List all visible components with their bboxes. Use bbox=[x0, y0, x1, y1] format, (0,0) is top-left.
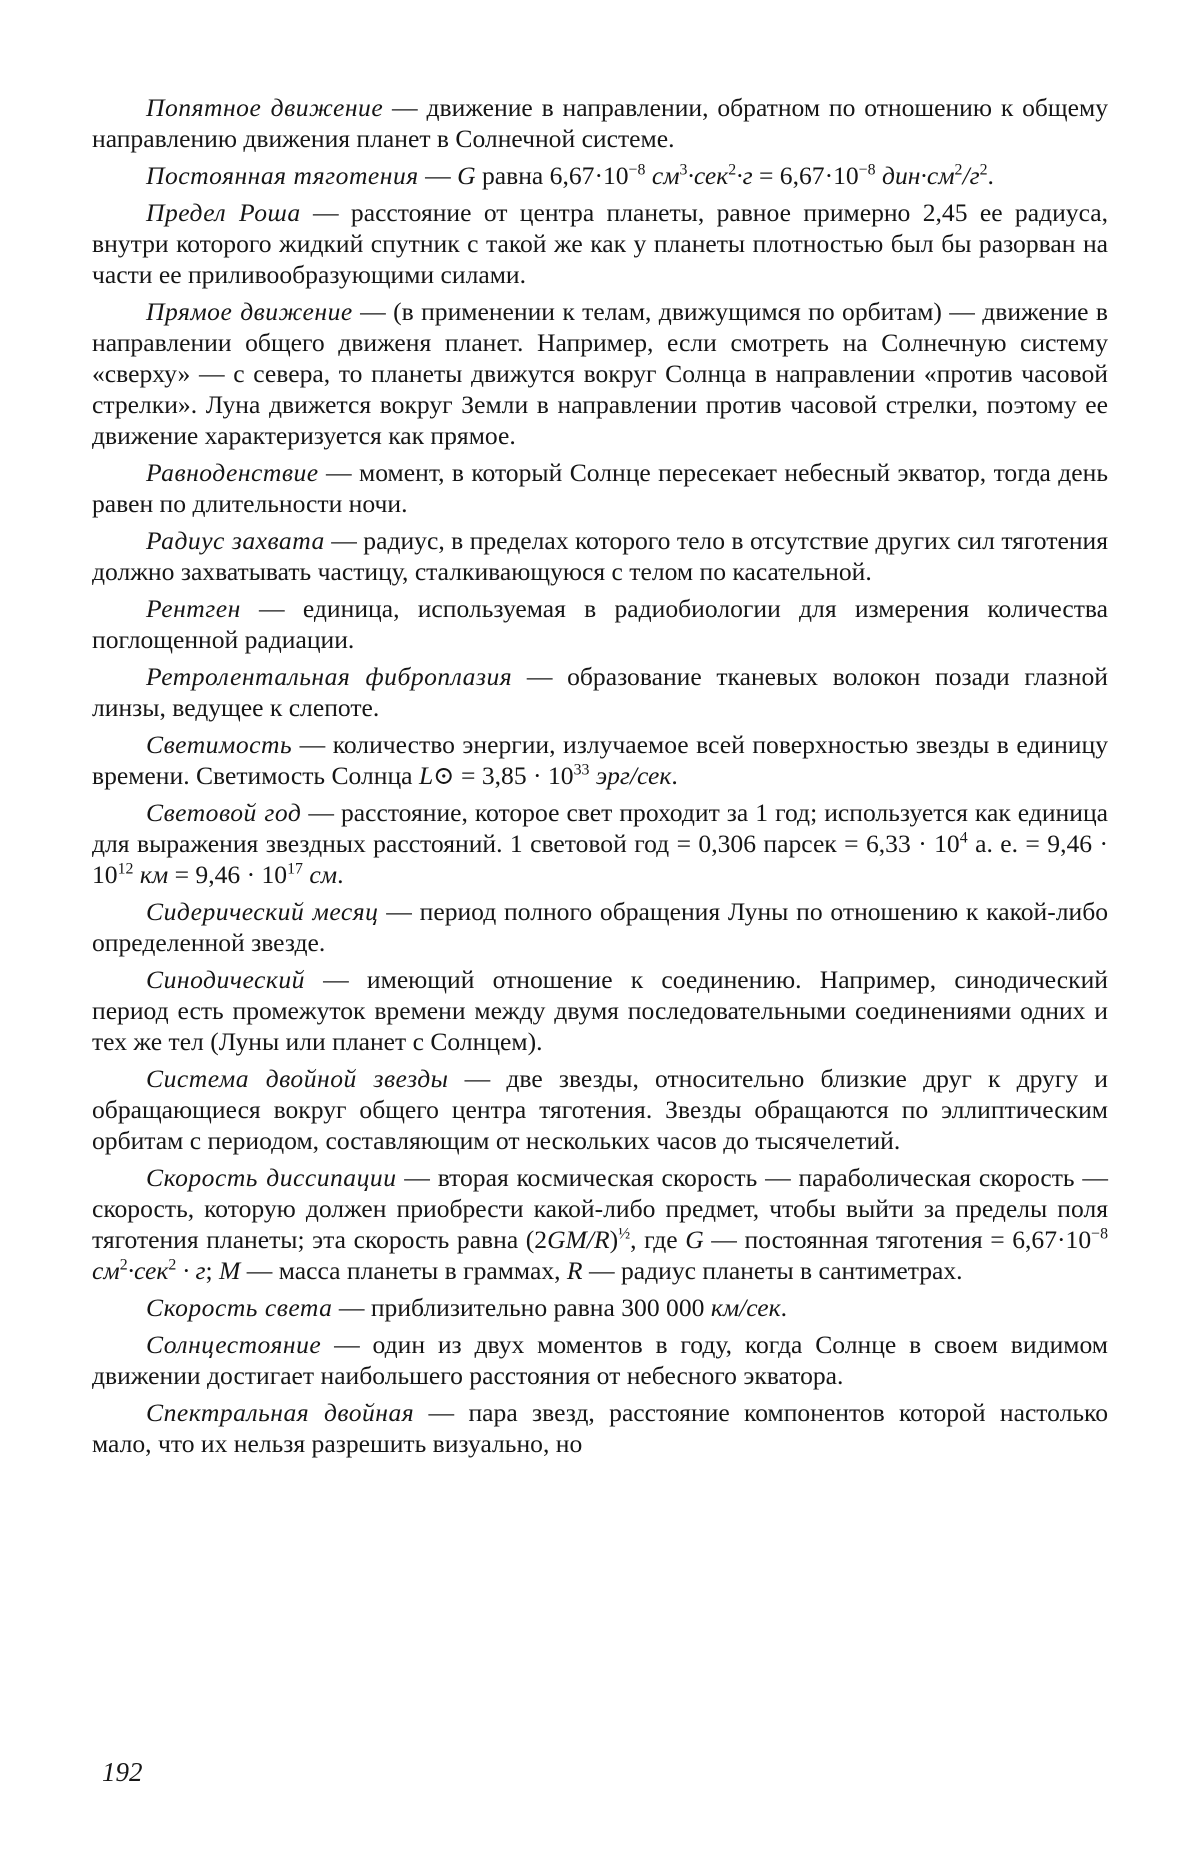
unit: км/сек bbox=[710, 1293, 781, 1322]
exponent: 33 bbox=[573, 761, 590, 779]
glossary-entry bbox=[92, 92, 1108, 154]
definition-text: = 6,67·10 bbox=[752, 161, 859, 190]
exponent: 2 bbox=[168, 1256, 177, 1274]
glossary-entry bbox=[92, 1063, 1108, 1156]
glossary-term: Радиус захвата bbox=[146, 526, 325, 555]
definition-text: . bbox=[337, 860, 344, 889]
glossary-definition: — один из двух моментов в году, когда Солнце в своем видимом движении достигает наибольшего расстояния от небесного экватора. bbox=[92, 1330, 1108, 1390]
glossary-entry bbox=[92, 197, 1108, 290]
exponent: −8 bbox=[628, 161, 646, 179]
unit: ·сек bbox=[687, 161, 729, 190]
definition-text: — приблизительно равна 300 000 bbox=[332, 1293, 711, 1322]
glossary-term: Постоянная тяготения bbox=[146, 161, 419, 190]
glossary-term: Синодический bbox=[146, 965, 305, 994]
exponent: 2 bbox=[119, 1256, 128, 1274]
glossary-entry bbox=[92, 593, 1108, 655]
definition-text: — вторая космическая скорость — параболическая скорость — скорость, которую должен приобрести какой-либо предмет, чтобы выйти за пределы поля тяготения планеты; эта скорость равна (2 bbox=[92, 1163, 1108, 1254]
glossary-term: Сидерический месяц bbox=[146, 897, 379, 926]
glossary-entry bbox=[92, 1397, 1108, 1459]
math-formula: GM/R bbox=[547, 1225, 610, 1254]
definition-text: а. е. = 9,46 · 10 bbox=[92, 829, 1108, 889]
exponent: 17 bbox=[287, 860, 303, 878]
page-number: 192 bbox=[102, 1757, 143, 1787]
glossary-definition: — радиус, в пределах которого тело в отсутствие других сил тяготения должно захватывать частицу, сталкивающуюся с телом по касательной. bbox=[92, 526, 1108, 586]
definition-text: — масса планеты в граммах, bbox=[240, 1256, 567, 1285]
glossary-term: Предел Роша bbox=[146, 198, 301, 227]
glossary-entry bbox=[92, 797, 1108, 890]
exponent: ½ bbox=[618, 1225, 631, 1243]
glossary-definition: — период полного обращения Луны по отношению к какой-либо определенной звезде. bbox=[92, 897, 1109, 957]
exponent: 2 bbox=[728, 161, 737, 179]
glossary-definition: — имеющий отношение к соединению. Например, синодический период есть промежуток времени между двумя последовательными соединениями одних и тех же тел (Луны или планет с Солнцем). bbox=[92, 965, 1108, 1056]
definition-text: = 9,46 · 10 bbox=[168, 860, 288, 889]
definition-text: ) bbox=[609, 1225, 619, 1254]
glossary-definition: — пара звезд, расстояние компонентов которой настолько мало, что их нельзя разрешить визуально, но bbox=[92, 1398, 1108, 1458]
unit: эрг/сек bbox=[589, 761, 672, 790]
definition-text: . bbox=[987, 161, 994, 190]
glossary-definition: — образование тканевых волокон позади глазной линзы, ведущее к слепоте. bbox=[92, 662, 1108, 722]
math-symbol: M bbox=[219, 1256, 241, 1285]
glossary-term: Попятное движение bbox=[146, 93, 384, 122]
glossary-entry bbox=[92, 964, 1108, 1057]
glossary-definition: — единица, используемая в радиобиологии для измерения количества поглощенной радиации. bbox=[92, 594, 1108, 654]
unit: см bbox=[92, 1256, 120, 1285]
unit: ·г bbox=[736, 161, 753, 190]
definition-text: — bbox=[418, 161, 458, 190]
math-symbol: G bbox=[457, 161, 476, 190]
glossary-definition: — (в применении к телам, движущимся по орбитам) — движение в направлении общего движеня планет. Например, если смотреть на Солнечную систему «сверху» — с севера, то планеты движутся вокруг Солнца в направлении «против часовой стрелки». Луна движется вокруг Земли в направлении против часовой стрелки, поэтому ее движение характеризуется как прямое. bbox=[92, 297, 1108, 450]
exponent: 2 bbox=[979, 161, 988, 179]
glossary-entry bbox=[92, 1329, 1108, 1391]
glossary-entry bbox=[92, 525, 1108, 587]
glossary-entry bbox=[92, 661, 1108, 723]
exponent: 2 bbox=[954, 161, 963, 179]
glossary-entry bbox=[92, 296, 1108, 451]
glossary-definition: — две звезды, относительно близкие друг к другу и обращающиеся вокруг общего центра тяготения. Звезды обращаются по эллиптическим орбитам с периодом, составляющим от нескольких часов до тысячелетий. bbox=[92, 1064, 1108, 1155]
definition-text: ; bbox=[205, 1256, 220, 1285]
definition-text: — постоянная тяготения = 6,67·10 bbox=[703, 1225, 1092, 1254]
exponent: 12 bbox=[117, 860, 134, 878]
math-symbol: L⊙ bbox=[418, 761, 455, 790]
glossary-page bbox=[92, 92, 1108, 1465]
definition-text: . bbox=[780, 1293, 788, 1322]
glossary-term: Солнцестояние bbox=[146, 1330, 322, 1359]
definition-text: = 3,85 · 10 bbox=[454, 761, 574, 790]
definition-text: равна 6,67·10 bbox=[475, 161, 629, 190]
glossary-term: Светимость bbox=[146, 730, 293, 759]
definition-text: . bbox=[671, 761, 678, 790]
glossary-entry bbox=[92, 896, 1108, 958]
definition-text: — радиус планеты в сантиметрах. bbox=[582, 1256, 963, 1285]
glossary-term: Рентген bbox=[146, 594, 241, 623]
glossary-term: Прямое движение bbox=[146, 297, 353, 326]
glossary-term: Скорость диссипации bbox=[146, 1163, 397, 1192]
glossary-entry bbox=[92, 160, 1108, 191]
math-symbol: G bbox=[685, 1225, 704, 1254]
glossary-definition: — расстояние от центра планеты, равное примерно 2,45 ее радиуса, внутри которого жидкий спутник с такой же как у планеты плотностью был бы разорван на части ее приливообразующими силами. bbox=[92, 198, 1109, 289]
glossary-entry bbox=[92, 1292, 1108, 1323]
exponent: 4 bbox=[959, 829, 968, 847]
exponent: −8 bbox=[1091, 1225, 1108, 1243]
unit: км bbox=[133, 860, 169, 889]
exponent: 3 bbox=[679, 161, 688, 179]
definition-text: — расстояние, которое свет проходит за 1 год; используется как единица для выражения звездных расстояний. 1 световой год = 0,306 парсек = 6,33 · 10 bbox=[92, 798, 1108, 858]
math-symbol: R bbox=[566, 1256, 583, 1285]
glossary-term: Ретролентальная фиброплазия bbox=[146, 662, 513, 691]
unit: · г bbox=[176, 1256, 206, 1285]
unit: ·сек bbox=[127, 1256, 169, 1285]
glossary-term: Система двойной звезды bbox=[146, 1064, 449, 1093]
glossary-entry bbox=[92, 457, 1108, 519]
glossary-term: Световой год bbox=[146, 798, 302, 827]
glossary-definition: — момент, в который Солнце пересекает небесный экватор, тогда день равен по длительности ночи. bbox=[92, 458, 1108, 518]
unit: см bbox=[302, 860, 338, 889]
definition-text: , где bbox=[630, 1225, 686, 1254]
definition-text: — количество энергии, излучаемое всей поверхностью звезды в единицу времени. Светимость Солнца bbox=[92, 730, 1108, 790]
glossary-term: Равноденствие bbox=[146, 458, 319, 487]
glossary-term: Спектральная двойная bbox=[146, 1398, 415, 1427]
unit: дин·см bbox=[875, 161, 955, 190]
unit: /г bbox=[962, 161, 980, 190]
glossary-term: Скорость света bbox=[146, 1293, 333, 1322]
glossary-entry bbox=[92, 729, 1108, 791]
glossary-entry bbox=[92, 1162, 1108, 1286]
unit: см bbox=[645, 161, 680, 190]
glossary-definition: — движение в направлении, обратном по отношению к общему направлению движения планет в Солнечной системе. bbox=[92, 93, 1108, 153]
exponent: −8 bbox=[858, 161, 876, 179]
